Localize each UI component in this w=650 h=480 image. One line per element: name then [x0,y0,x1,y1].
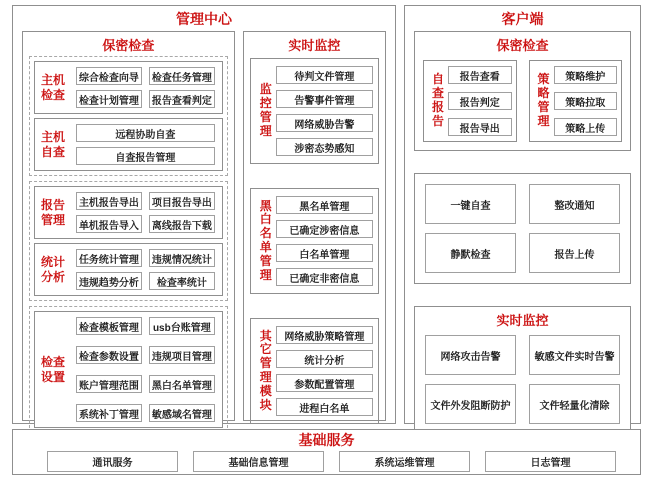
group-items [69,119,222,170]
client-secrecy-check-box [414,31,631,151]
stats-analysis-group [34,243,223,296]
module-button: 策略上传 [554,118,618,136]
group-items [69,244,222,295]
module-button: 账户管理范围 [76,375,142,393]
module-button: 告警事件管理 [276,90,373,108]
report-stats-cluster [29,181,228,301]
base-services-title: 基础服务 [298,432,355,448]
module-button: 涉密态势感知 [276,138,373,156]
module-button: 敏感文件实时告警 [529,335,620,375]
client-actions-grid [415,174,630,283]
group-label: 策略管理 [537,72,550,128]
module-button: 系统补丁管理 [76,404,142,422]
client-panel [404,5,641,424]
management-center-panel [12,5,396,424]
module-button: 检查计划管理 [76,90,142,108]
module-button: 已确定非密信息 [276,268,373,286]
module-button: 报告判定 [448,92,512,110]
module-button: 报告导出 [448,118,512,136]
realtime-monitor-section [243,31,386,421]
monitor-mgmt-group [250,58,379,164]
host-self-check-group [34,118,223,171]
module-button: 网络攻击告警 [425,335,516,375]
module-button: 一键自查 [425,184,516,224]
module-button: 违规项目管理 [149,346,215,364]
module-button: 系统运维管理 [339,451,470,472]
module-button: 参数配置管理 [276,374,373,392]
client-secrecy-groups [415,56,630,150]
self-report-group [423,60,517,142]
module-button: 违规趋势分析 [76,272,142,290]
client-realtime-monitor-title: 实时监控 [496,313,549,328]
check-settings-cluster [29,306,228,433]
policy-mgmt-group [529,60,623,142]
module-button: 文件外发阻断防护 [425,384,516,424]
group-label: 检查设置 [41,354,66,384]
client-secrecy-check-title: 保密检查 [496,38,549,53]
module-button: 检查率统计 [149,272,215,290]
group-items [69,62,222,113]
module-button: 已确定涉密信息 [276,220,373,238]
group-items [276,326,373,416]
client-realtime-monitor-box [414,306,631,435]
module-button: 基础信息管理 [193,451,324,472]
group-label: 自查报告 [431,72,444,128]
module-button: 报告上传 [529,233,620,273]
group-items [448,66,512,136]
group-label: 统计分析 [41,254,66,284]
report-mgmt-group [34,186,223,239]
module-button: 待判文件管理 [276,66,373,84]
module-button: 网络威胁策略管理 [276,326,373,344]
host-check-cluster [29,56,228,176]
group-label: 报告管理 [41,197,66,227]
realtime-monitor-title: 实时监控 [288,38,341,53]
module-button: 单机报告导入 [76,215,142,233]
module-button: 日志管理 [485,451,616,472]
module-button: 白名单管理 [276,244,373,262]
group-items [69,312,222,427]
secrecy-check-section [22,31,235,421]
module-button: 策略拉取 [554,92,618,110]
module-button: 文件轻量化清除 [529,384,620,424]
module-button: usb台账管理 [149,317,215,335]
module-button: 整改通知 [529,184,620,224]
module-button: 综合检查向导 [76,67,142,85]
module-button: 通讯服务 [47,451,178,472]
group-label: 黑白名单管理 [259,198,272,282]
module-button: 敏感域名管理 [149,404,215,422]
module-button: 远程协助自查 [76,124,215,142]
other-modules-group [250,318,379,424]
module-button: 黑白名单管理 [149,375,215,393]
module-button: 离线报告下载 [149,215,215,233]
group-label: 主机检查 [41,72,66,102]
group-items [276,196,373,286]
module-button: 自查报告管理 [76,147,215,165]
module-button: 违规情况统计 [149,249,215,267]
base-services-row [13,448,640,472]
module-button: 进程白名单 [276,398,373,416]
client-title: 客户端 [501,11,544,27]
client-monitor-grid [415,331,630,434]
management-center-body [13,29,395,421]
module-button: 策略维护 [554,66,618,84]
module-button: 统计分析 [276,350,373,368]
module-button: 黑名单管理 [276,196,373,214]
module-button: 报告查看 [448,66,512,84]
module-button: 任务统计管理 [76,249,142,267]
secrecy-check-title: 保密检查 [102,38,155,53]
group-label: 其它管理模块 [259,328,272,412]
module-button: 检查任务管理 [149,67,215,85]
module-button: 报告查看判定 [149,90,215,108]
group-items [69,187,222,238]
group-items [276,66,373,156]
base-services-panel [12,429,641,475]
group-label: 监控管理 [259,82,272,138]
client-actions-box [414,173,631,284]
module-button: 项目报告导出 [149,192,215,210]
check-settings-group [34,311,223,428]
module-button: 静默检查 [425,233,516,273]
host-check-group [34,61,223,114]
blackwhite-list-group [250,188,379,294]
module-button: 检查参数设置 [76,346,142,364]
module-button: 网络威胁告警 [276,114,373,132]
module-button: 主机报告导出 [76,192,142,210]
group-items [554,66,618,136]
group-label: 主机自查 [41,129,66,159]
management-center-title: 管理中心 [176,11,232,27]
module-button: 检查模板管理 [76,317,142,335]
